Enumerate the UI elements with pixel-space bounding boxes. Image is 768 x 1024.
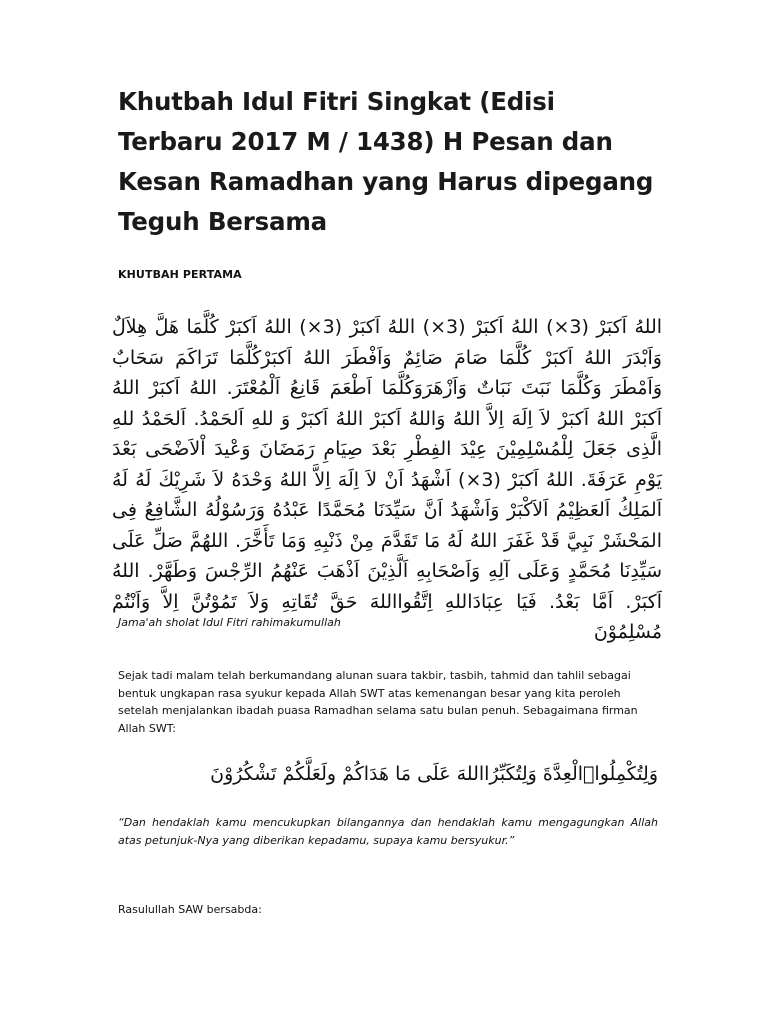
greeting-line: Jama'ah sholat Idul Fitri rahimakumullah bbox=[118, 616, 341, 629]
hadith-intro-line: Rasulullah SAW bersabda: bbox=[118, 903, 262, 916]
document-title: Khutbah Idul Fitri Singkat (Edisi Terbaru 2017 M / 1438) H Pesan dan Kesan Ramadhan yang Harus dipegang Teguh Bersama bbox=[118, 87, 654, 236]
arabic-opening-text: اللهُ اَكبَرْ (3×) اللهُ اَكبَرْ (3×) اللهُ اَكبَرْ (3×) اللهُ اَكبَرْ كُلَّمَا هَلَّ هِلاَلٌ وَاَبْدَرَ اللهُ اَكبَرْ كُلَّمَا صَامَ صَائِمٌ وَاَفْطَرَ اللهُ اَكبَرْكُلَّمَا تَرَاكَمَ سَحَابٌ وَاَمْطَرَ وَكُلَّمَا نَبَتَ نَبَاتٌ وَاَزْهَرَوَكُلَّمَا اَطْعَمَ قَانِعُ اَلْمُعْتَرَ. اللهُ اَكبَرْ اللهُ اَكبَرْ اللهُ اَكبَرْ لاَ اِلَهَ اِلاَّ اللهُ وَاللهُ اَكبَرْ اللهُ اَكبَرْ وَ للهِ اَلحَمْدُ. اَلحَمْدُ للهِ الَّذِى جَعَلَ لِلْمُسْلِمِيْنَ عِيْدَ الفِطْرِ بَعْدَ صِيَامِ رَمَضَانَ وَعْيدَ اْلاَضْحَى بَعْدَ يَوْمِ عَرَفَةَ. اللهُ اَكبَرْ (3×) اَشْهَدُ اَنْ لاَ اِلَهَ اِلاَّ اللهُ وَحْدَهُ لاَ شَرِيْكَ لَهُ لَهُ اَلمَلِكُ اَلعَظِيْمُ اَلاَكْبَرْ وَاَشْهَدُ اَنَّ سَيِّدَنَا مُحَمَّدًا عَبْدُهُ وَرَسُوْلُهُ الشَّافِعُ فِى المَحْشَرْ نَبِيَّ قَدْ غَفَرَ اللهُ لَهُ مَا تَقَدَّمَ مِنْ ذَنْبِهِ وَمَا تَأَخَّرَ. اللهُمَّ صَلِّ عَلَى سَيِّدِنَا مُحَمَّدٍ وَعَلَى آلِهِ وَاَصْحَابِهِ اَلَّذِيْنَ اَذْهَبَ عَنْهُمُ الرِّجْسَ وَطَهَّرْ. اللهُ اَكبَرْ. اَمَّا بَعْدُ. فَيَا عِبَادَاللهِ اِتَّقُوااللهَ حَقَّ تُقَاتِهِ وَلاَ تَمُوْتُنَّ اِلاَّ وَاَنْتُمْ مُسْلِمُوْنَ bbox=[112, 316, 663, 643]
quran-verse-arabic: وَلِتُكْمِلُوا۟الْعِدَّةَ وَلِتُكَبِّرُااللهَ عَلَى مَا هَدَاكُمْ ولَعَلَّكُمْ تَشْكُرُوْنَ bbox=[210, 763, 658, 785]
section-heading: KHUTBAH PERTAMA bbox=[118, 268, 242, 281]
body-paragraph: Sejak tadi malam telah berkumandang alunan suara takbir, tasbih, tahmid dan tahlil sebagai bentuk ungkapan rasa syukur kepada Allah SWT atas kemenangan besar yang kita peroleh setelah menjalankan ibadah puasa Ramadhan selama satu bulan penuh. Sebagaimana firman Allah SWT: bbox=[118, 669, 638, 735]
verse-translation: “Dan hendaklah kamu mencukupkan bilangannya dan hendaklah kamu mengagungkan Allah atas petunjuk-Nya yang diberikan kepadamu, supaya kamu bersyukur.” bbox=[118, 816, 658, 847]
